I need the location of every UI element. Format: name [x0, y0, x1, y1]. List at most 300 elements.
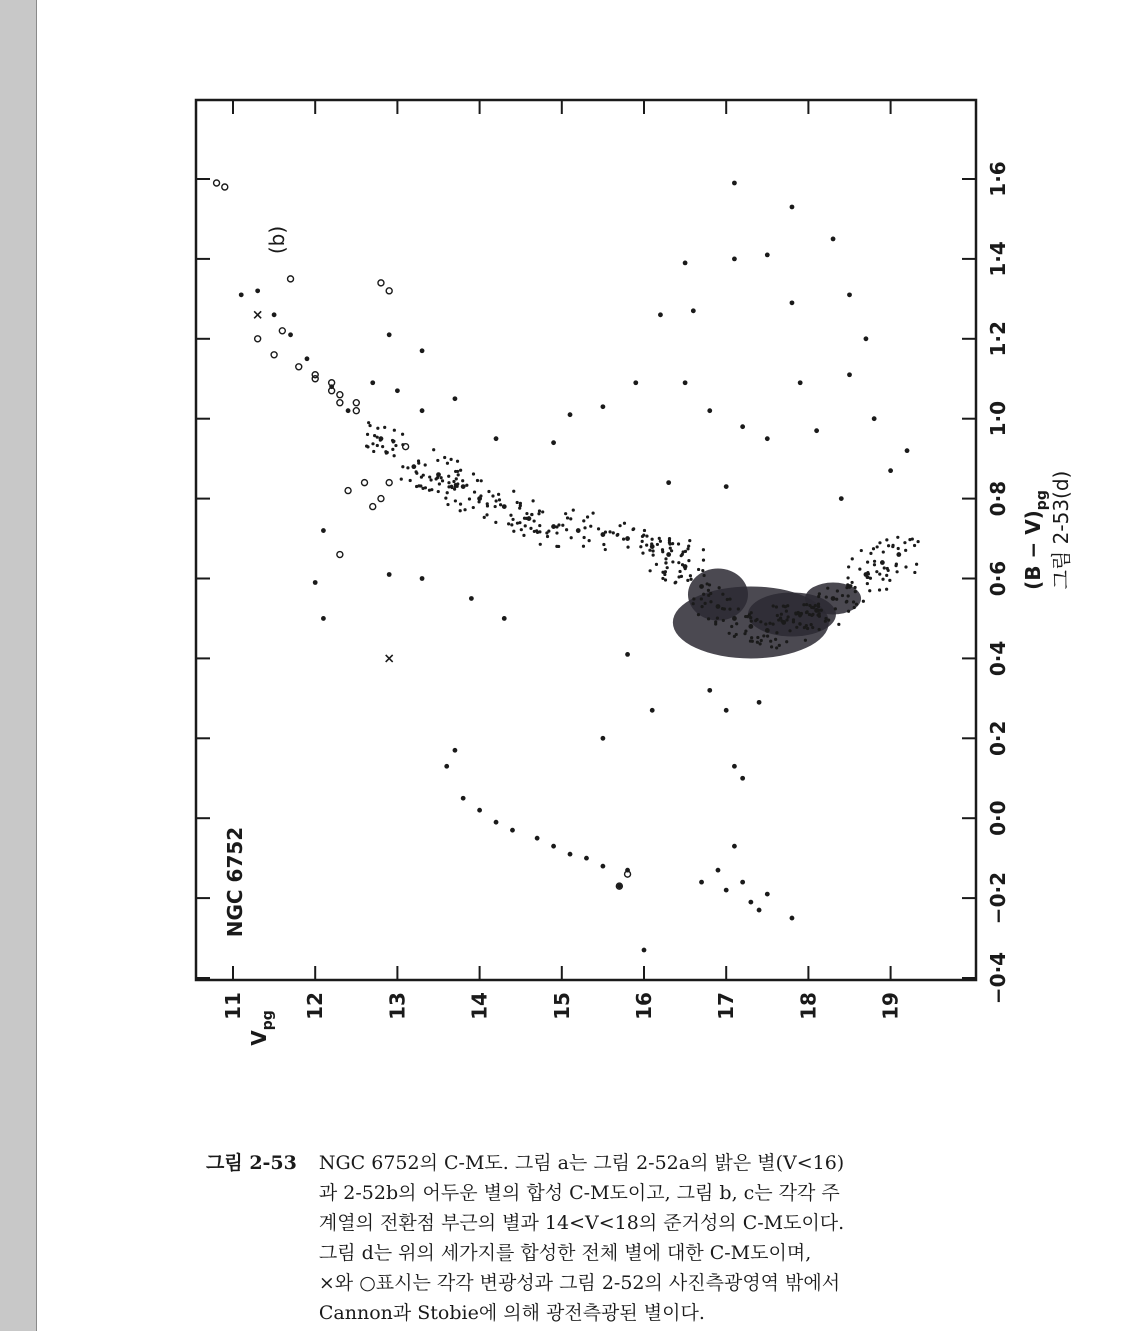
ms-star — [420, 476, 423, 479]
x-axis-title — [1021, 490, 1050, 590]
ms-star — [787, 615, 790, 618]
star-dot — [781, 620, 786, 625]
star-dot — [436, 472, 441, 477]
star-dot — [724, 888, 729, 893]
ms-star — [682, 550, 685, 553]
ms-star — [775, 631, 778, 634]
ms-star — [446, 503, 449, 506]
star-points — [214, 180, 910, 952]
dense-cloud-blob — [688, 568, 748, 620]
star-dot — [658, 312, 663, 317]
ms-star — [537, 512, 540, 515]
star-dot — [625, 536, 630, 541]
ms-star — [805, 603, 808, 606]
ms-star — [522, 534, 525, 537]
ms-star — [858, 568, 861, 571]
star-dot — [666, 480, 671, 485]
v-tick-label-group — [385, 992, 409, 1020]
star-dot — [395, 388, 400, 393]
ms-star — [391, 448, 394, 451]
v-tick-label-group — [714, 992, 738, 1020]
ms-star — [897, 547, 900, 550]
ms-star — [700, 597, 703, 600]
ms-star — [582, 519, 585, 522]
star-dot — [790, 205, 795, 210]
ms-star — [602, 543, 605, 546]
ms-star — [459, 509, 462, 512]
bv-tick-label: 0·2 — [986, 720, 1010, 757]
star-dot — [847, 372, 852, 377]
star-dot — [568, 412, 573, 417]
star-dot — [642, 948, 647, 953]
ms-star — [803, 626, 806, 629]
ms-star — [768, 622, 771, 625]
ms-star — [541, 510, 544, 513]
bv-tick-label: 1·4 — [986, 241, 1010, 277]
star-dot — [740, 776, 745, 781]
ms-star — [885, 574, 888, 577]
bv-tick-label: 0·6 — [986, 560, 1010, 597]
ms-star — [476, 479, 479, 482]
star-dot — [453, 748, 458, 753]
star-dot — [732, 616, 737, 621]
ms-star — [409, 479, 412, 482]
ms-star — [446, 462, 449, 465]
star-dot — [420, 576, 425, 581]
caption-line: Cannon과 Stobie에 의해 광전측광된 별이다. — [318, 1302, 705, 1324]
ms-star — [744, 629, 747, 632]
star-dot — [905, 448, 910, 453]
star-open-circle — [214, 180, 220, 186]
ms-star — [904, 549, 907, 552]
ms-star — [774, 638, 777, 641]
ms-star — [557, 523, 560, 526]
cluster-label-text: NGC 6752 — [223, 826, 247, 938]
v-tick-label-group — [879, 992, 903, 1020]
bv-tick-label: 0·4 — [986, 640, 1010, 677]
bv-tick-label: −0·2 — [986, 872, 1010, 925]
ms-star — [516, 522, 519, 525]
ms-star — [702, 548, 705, 551]
ms-star — [641, 552, 644, 555]
ms-star — [873, 560, 876, 563]
star-dot — [461, 796, 466, 801]
star-dot — [847, 292, 852, 297]
ms-star — [472, 506, 475, 509]
ms-star — [917, 540, 920, 543]
ms-star — [875, 570, 878, 573]
ms-star — [817, 605, 820, 608]
ms-star — [498, 498, 501, 501]
star-dot — [584, 856, 589, 861]
bv-tick-label: 0·8 — [986, 480, 1010, 517]
ms-star — [868, 589, 871, 592]
ms-star — [780, 613, 783, 616]
star-dot — [568, 852, 573, 857]
ms-star — [772, 604, 775, 607]
star-open-circle — [378, 280, 384, 286]
ms-star — [367, 421, 370, 424]
star-dot — [757, 908, 762, 913]
ms-star — [497, 493, 500, 496]
ms-star — [643, 529, 646, 532]
ms-star — [776, 614, 779, 617]
star-dot — [732, 181, 737, 186]
ms-star — [744, 615, 747, 618]
ms-star — [661, 577, 664, 580]
ms-star — [689, 574, 692, 577]
bv-tick-label: −0·4 — [986, 951, 1010, 1005]
star-dot — [790, 300, 795, 305]
ms-star — [853, 586, 856, 589]
v-tick-label-group — [303, 992, 327, 1020]
ms-star — [769, 640, 772, 643]
star-dot — [387, 332, 392, 337]
ms-star — [707, 617, 710, 620]
v-tick-label-group — [221, 992, 245, 1020]
ms-star — [392, 440, 395, 443]
sequence-label-text: (b) — [265, 225, 289, 255]
ms-star — [808, 604, 811, 607]
ms-star — [456, 460, 459, 463]
star-dot — [724, 484, 729, 489]
ms-star — [444, 497, 447, 500]
ms-star — [824, 620, 827, 623]
ms-star — [525, 512, 528, 515]
star-dot — [683, 380, 688, 385]
star-open-circle — [386, 288, 392, 294]
caption-line: NGC 6752의 C-M도. 그림 a는 그림 2-52a의 밝은 별(V<16) — [318, 1152, 845, 1174]
star-open-circle — [337, 400, 343, 406]
star-dot — [370, 380, 375, 385]
ms-star — [512, 490, 515, 493]
star-dot — [765, 892, 770, 897]
y-axis-title — [247, 1010, 276, 1046]
ms-star — [649, 569, 652, 572]
star-dot — [740, 424, 745, 429]
star-dot — [601, 532, 606, 537]
ms-star — [754, 619, 757, 622]
ms-star — [523, 517, 526, 520]
star-dot — [469, 596, 474, 601]
ms-star — [436, 459, 439, 462]
ms-star — [847, 565, 850, 568]
ms-star — [586, 515, 589, 518]
caption-label: 그림 2-53 — [206, 1152, 297, 1174]
bv-tick-label-group — [986, 481, 1010, 516]
ms-star — [453, 488, 456, 491]
ms-star — [428, 475, 431, 478]
v-tick-label: 18 — [796, 992, 821, 1020]
ms-star — [612, 531, 615, 534]
ms-star — [826, 587, 829, 590]
v-tick-label: 16 — [632, 992, 656, 1020]
y-axis-title-main: V — [247, 1030, 271, 1046]
ms-star — [639, 545, 642, 548]
ms-star — [583, 536, 586, 539]
star-dot — [288, 332, 293, 337]
star-dot — [839, 496, 844, 501]
star-dot — [510, 828, 515, 833]
star-dot — [847, 584, 852, 589]
ms-star — [457, 473, 460, 476]
ms-star — [756, 641, 759, 644]
ms-star — [623, 522, 626, 525]
ms-star — [456, 470, 459, 473]
star-dot — [798, 380, 803, 385]
ms-star — [735, 633, 738, 636]
star-dot — [477, 496, 482, 501]
v-tick-label: 14 — [467, 992, 492, 1020]
ms-star — [686, 579, 689, 582]
ms-star — [896, 536, 899, 539]
ms-star — [697, 613, 700, 616]
star-dot — [255, 288, 260, 293]
ms-star — [671, 542, 674, 545]
ms-star — [494, 505, 497, 508]
ms-star — [722, 619, 725, 622]
ms-star — [792, 620, 795, 623]
star-open-circle — [386, 480, 392, 486]
ms-star — [428, 489, 431, 492]
ms-star — [853, 606, 856, 609]
ms-star — [608, 530, 611, 533]
ms-star — [546, 535, 549, 538]
star-dot — [831, 237, 836, 242]
ms-star — [509, 514, 512, 517]
star-open-circle — [345, 488, 351, 494]
figure-tag — [1049, 471, 1073, 590]
ms-star — [855, 603, 858, 606]
star-dot — [444, 764, 449, 769]
star-dot — [683, 564, 688, 569]
ms-star — [885, 588, 888, 591]
ms-star — [876, 545, 879, 548]
ms-star — [697, 568, 700, 571]
star-dot — [239, 292, 244, 297]
ms-star — [887, 544, 890, 547]
star-dot — [707, 688, 712, 693]
star-dot — [601, 404, 606, 409]
ms-star — [438, 482, 441, 485]
star-dot — [494, 436, 499, 441]
ms-star — [520, 528, 523, 531]
ms-star — [487, 490, 490, 493]
ms-star — [737, 607, 740, 610]
ms-star — [772, 623, 775, 626]
ms-star — [721, 593, 724, 596]
ms-star — [862, 600, 865, 603]
ms-star — [583, 526, 586, 529]
v-tick-label-group — [550, 992, 574, 1020]
star-dot — [790, 916, 795, 921]
star-dot — [461, 484, 466, 489]
x-axis-title-main: (B − V) — [1021, 510, 1045, 590]
ms-star — [417, 459, 420, 462]
ms-star — [473, 490, 476, 493]
ms-star — [704, 602, 707, 605]
ms-star — [677, 561, 680, 564]
star-dot — [880, 560, 885, 565]
ms-star — [810, 614, 813, 617]
ms-star — [775, 605, 778, 608]
ms-star — [759, 642, 762, 645]
star-dot — [864, 572, 869, 577]
star-dot — [650, 708, 655, 713]
star-dot — [633, 380, 638, 385]
ms-star — [536, 531, 539, 534]
ms-star — [455, 477, 458, 480]
ms-star — [524, 524, 527, 527]
ms-star — [668, 541, 671, 544]
ms-star — [447, 475, 450, 478]
ms-star — [616, 533, 619, 536]
ms-star — [913, 571, 916, 574]
sequence-label — [265, 226, 289, 254]
ms-star — [589, 525, 592, 528]
ms-star — [463, 508, 466, 511]
ms-star — [572, 509, 575, 512]
star-dot — [814, 428, 819, 433]
ms-star — [688, 539, 691, 542]
ms-star — [680, 554, 683, 557]
ms-star — [887, 569, 890, 572]
bv-tick-label-group — [986, 561, 1010, 596]
ms-star — [566, 516, 569, 519]
ms-star — [882, 550, 885, 553]
ms-star — [564, 512, 567, 515]
ms-star — [570, 536, 573, 539]
ms-star — [533, 519, 536, 522]
ms-star — [446, 491, 449, 494]
ms-star — [376, 436, 379, 439]
ms-star — [512, 530, 515, 533]
ms-star — [726, 598, 729, 601]
star-dot — [502, 616, 507, 621]
ms-star — [468, 497, 471, 500]
ms-star — [429, 478, 432, 481]
ms-star — [597, 527, 600, 530]
ms-star — [846, 576, 849, 579]
ms-star — [480, 479, 483, 482]
ms-star — [777, 618, 780, 621]
star-dot — [798, 612, 803, 617]
ms-star — [631, 528, 634, 531]
y-axis-title-sub: pg — [260, 1010, 276, 1031]
ms-star — [366, 433, 369, 436]
ms-star — [622, 538, 625, 541]
ms-star — [873, 563, 876, 566]
star-dot — [864, 336, 869, 341]
star-dot — [379, 436, 384, 441]
ms-star — [459, 469, 462, 472]
star-dot — [716, 604, 721, 609]
ms-star — [454, 483, 457, 486]
ms-star — [903, 541, 906, 544]
ms-star — [664, 561, 667, 564]
star-open-circle — [222, 184, 228, 190]
ms-star — [847, 610, 850, 613]
star-dot — [872, 416, 877, 421]
ms-star — [728, 597, 731, 600]
ms-star — [659, 540, 662, 543]
ms-star — [702, 574, 705, 577]
ms-star — [394, 444, 397, 447]
ms-star — [658, 537, 661, 540]
ms-star — [818, 612, 821, 615]
caption-line: 계열의 전환점 부근의 별과 14<V<18의 준거성의 C-M도이다. — [318, 1212, 845, 1234]
ms-star — [866, 582, 869, 585]
v-tick-label-group — [796, 992, 820, 1020]
ms-star — [588, 539, 591, 542]
star-dot — [732, 764, 737, 769]
ms-star — [785, 610, 788, 613]
ms-star — [401, 433, 404, 436]
ms-star — [837, 623, 840, 626]
ms-star — [718, 586, 721, 589]
plot-frame — [196, 100, 976, 980]
ms-star — [810, 623, 813, 626]
ms-star — [386, 451, 389, 454]
ms-star — [530, 513, 533, 516]
ms-star — [465, 484, 468, 487]
ms-star — [749, 616, 752, 619]
v-tick-label: 17 — [714, 992, 739, 1020]
ms-star — [706, 582, 709, 585]
ms-star — [716, 617, 719, 620]
ms-star — [677, 575, 680, 578]
bv-axis-ticks — [196, 161, 1010, 1004]
ms-star — [687, 559, 690, 562]
ms-star — [841, 594, 844, 597]
star-dot — [272, 312, 277, 317]
ms-star — [818, 592, 821, 595]
ms-star — [538, 509, 541, 512]
ms-star — [775, 646, 778, 649]
star-dot — [313, 580, 318, 585]
ms-star — [888, 579, 891, 582]
ms-star — [555, 531, 558, 534]
caption-body — [319, 1148, 844, 1328]
star-open-circle — [271, 352, 277, 358]
ms-star — [450, 458, 453, 461]
ms-star — [383, 426, 386, 429]
star-dot — [699, 584, 704, 589]
ms-star — [701, 569, 704, 572]
ms-star — [443, 456, 446, 459]
ms-star — [452, 480, 455, 483]
ms-star — [827, 619, 830, 622]
ms-star — [557, 545, 560, 548]
ms-star — [393, 454, 396, 457]
ms-star — [750, 636, 753, 639]
star-dot — [666, 552, 671, 557]
ms-star — [366, 445, 369, 448]
star-open-circle — [378, 496, 384, 502]
ms-star — [648, 549, 651, 552]
star-dot — [305, 356, 310, 361]
ms-star — [532, 499, 535, 502]
ms-star — [415, 470, 418, 473]
v-tick-label-group — [468, 992, 492, 1020]
star-dot — [765, 436, 770, 441]
star-open-circle — [353, 400, 359, 406]
star-open-circle — [288, 276, 294, 282]
ms-star — [381, 445, 384, 448]
ms-star — [539, 543, 542, 546]
ms-star — [547, 530, 550, 533]
ms-star — [866, 561, 869, 564]
